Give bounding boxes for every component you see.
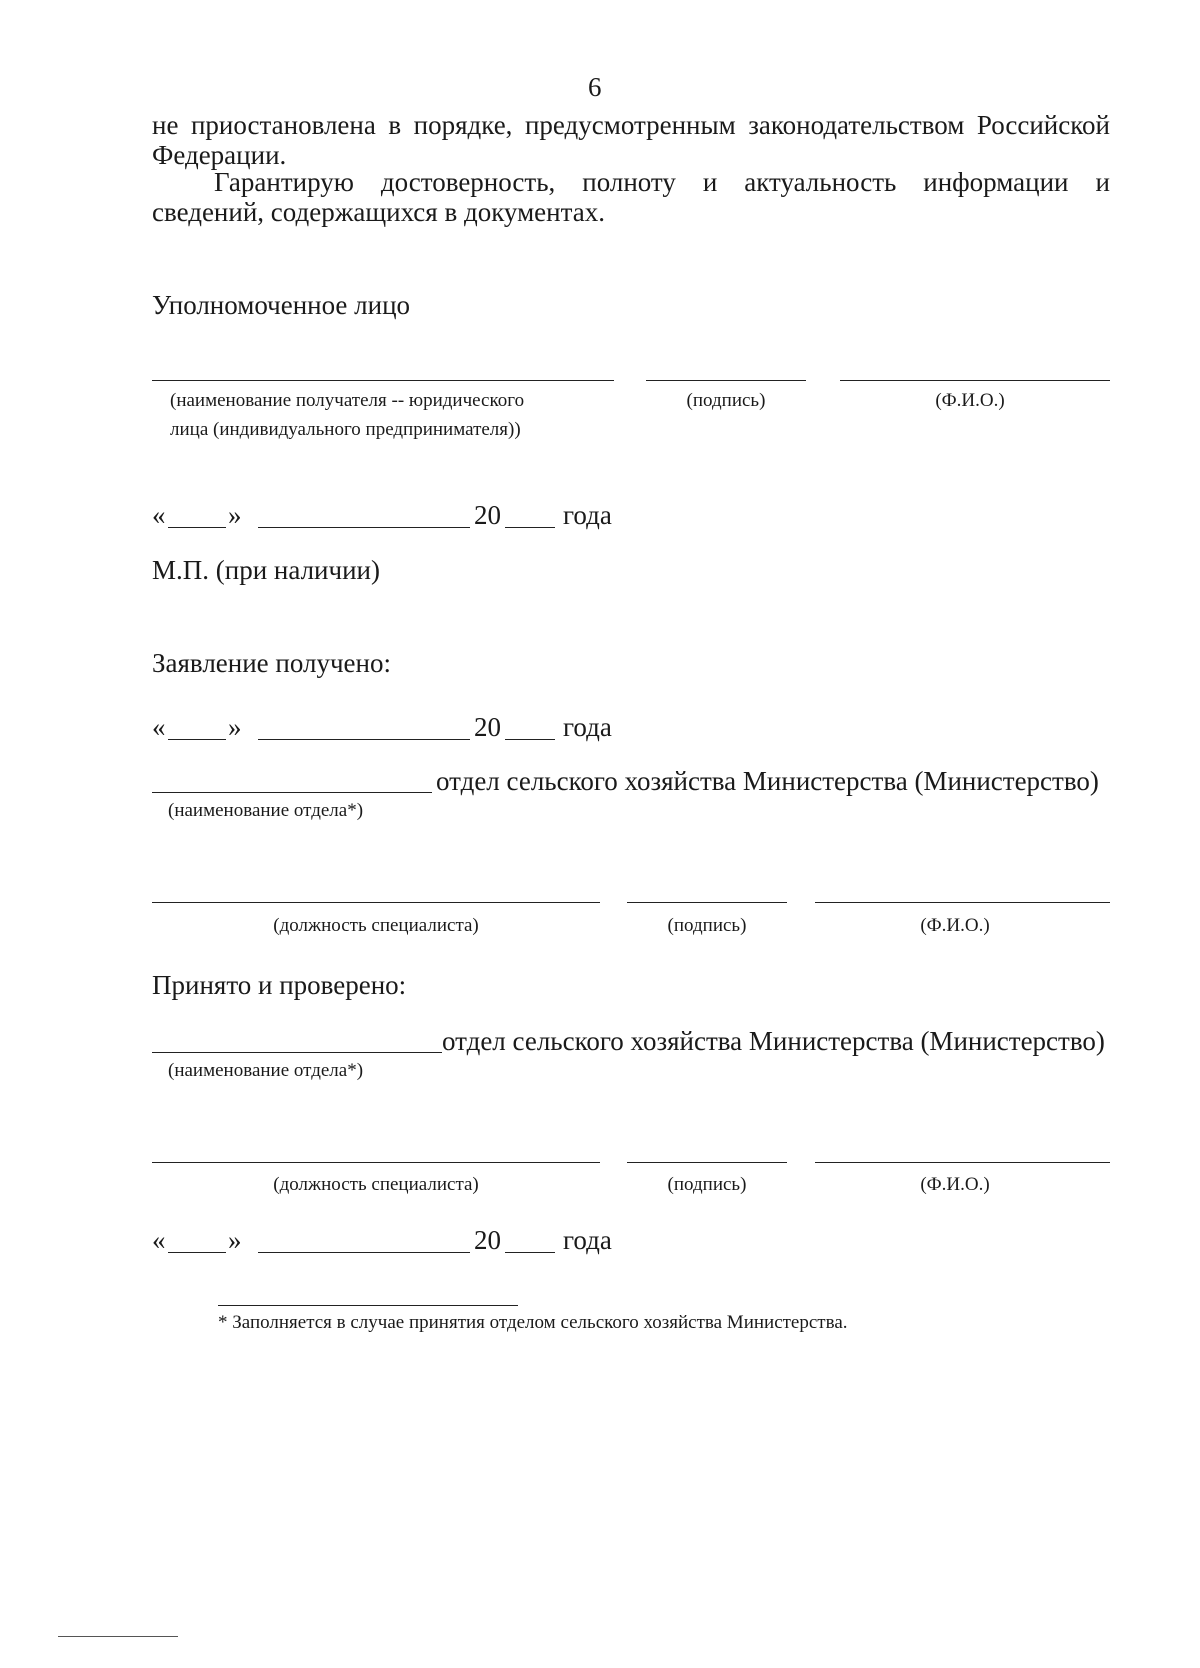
- fio-caption: (Ф.И.О.): [920, 1174, 990, 1195]
- month-field[interactable]: [258, 739, 470, 740]
- intro-word: порядке,: [413, 110, 513, 140]
- century-text: 20: [474, 500, 501, 530]
- intro-word: законодательством: [748, 110, 965, 140]
- month-field[interactable]: [258, 1252, 470, 1253]
- year-word: года: [563, 712, 612, 742]
- department-caption: (наименование отдела*): [168, 1060, 364, 1081]
- fio-caption: (Ф.И.О.): [920, 915, 990, 936]
- intro-word: не: [152, 110, 179, 140]
- received-heading: Заявление получено:: [152, 648, 391, 678]
- signature-line[interactable]: [646, 380, 806, 381]
- month-field[interactable]: [258, 527, 470, 528]
- department-text: отдел сельского хозяйства Министерства (Министерство): [442, 1026, 1105, 1056]
- year-field[interactable]: [505, 739, 555, 740]
- department-caption: (наименование отдела*): [168, 800, 364, 821]
- fio-line[interactable]: [840, 380, 1110, 381]
- century-text: 20: [474, 1225, 501, 1255]
- open-quote: «: [152, 500, 166, 530]
- fio-line[interactable]: [815, 1162, 1110, 1163]
- year-word: года: [563, 1225, 612, 1255]
- footnote-separator: [218, 1305, 518, 1306]
- department-text: отдел сельского хозяйства Министерства (Министерство): [436, 766, 1099, 796]
- intro-word: и: [1095, 167, 1110, 197]
- recipient-caption-line-2: лица (индивидуального предпринимателя)): [170, 419, 521, 440]
- intro-word: Российской: [976, 110, 1110, 140]
- intro-line-2: Федерации.: [152, 140, 287, 170]
- department-field[interactable]: [152, 1052, 442, 1053]
- signature-caption: (подпись): [667, 1174, 747, 1195]
- intro-word: достоверность,: [380, 167, 556, 197]
- intro-word: и: [702, 167, 718, 197]
- year-field[interactable]: [505, 527, 555, 528]
- intro-word: актуальность: [744, 167, 897, 197]
- intro-paragraph: [152, 110, 1110, 170]
- close-quote: »: [228, 500, 242, 530]
- recipient-name-line[interactable]: [152, 380, 614, 381]
- department-field[interactable]: [152, 792, 432, 793]
- recipient-caption-line-1: (наименование получателя -- юридического: [170, 390, 525, 411]
- position-line[interactable]: [152, 1162, 600, 1163]
- intro-word: информации: [923, 167, 1069, 197]
- intro-word: предусмотренным: [524, 110, 736, 140]
- accepted-heading: Принято и проверено:: [152, 970, 407, 1000]
- intro-word: Гарантирую: [214, 167, 354, 197]
- guarantee-paragraph: [152, 167, 1110, 227]
- year-field[interactable]: [505, 1252, 555, 1253]
- intro-word: в: [388, 110, 402, 140]
- scan-artifact-line: [58, 1636, 178, 1637]
- position-caption: (должность специалиста): [273, 1174, 479, 1195]
- footnote-text: * Заполняется в случае принятия отделом сельского хозяйства Министерства.: [218, 1312, 848, 1333]
- signature-caption: (подпись): [667, 915, 747, 936]
- close-quote: »: [228, 712, 242, 742]
- open-quote: «: [152, 712, 166, 742]
- signature-caption: (подпись): [686, 390, 766, 411]
- page-number: 6: [588, 72, 602, 102]
- intro-line-3: [152, 167, 1110, 197]
- year-word: года: [563, 500, 612, 530]
- fio-line[interactable]: [815, 902, 1110, 903]
- fio-caption: (Ф.И.О.): [935, 390, 1005, 411]
- open-quote: «: [152, 1225, 166, 1255]
- day-field[interactable]: [168, 739, 226, 740]
- signature-line[interactable]: [627, 1162, 787, 1163]
- position-caption: (должность специалиста): [273, 915, 479, 936]
- century-text: 20: [474, 712, 501, 742]
- position-line[interactable]: [152, 902, 600, 903]
- seal-label: М.П. (при наличии): [152, 555, 380, 585]
- intro-word: приостановлена: [190, 110, 376, 140]
- intro-line-1: [152, 110, 1110, 140]
- signature-line[interactable]: [627, 902, 787, 903]
- day-field[interactable]: [168, 527, 226, 528]
- intro-word: полноту: [582, 167, 676, 197]
- intro-line-4: сведений, содержащихся в документах.: [152, 197, 605, 227]
- authorized-heading: Уполномоченное лицо: [152, 290, 411, 320]
- close-quote: »: [228, 1225, 242, 1255]
- day-field[interactable]: [168, 1252, 226, 1253]
